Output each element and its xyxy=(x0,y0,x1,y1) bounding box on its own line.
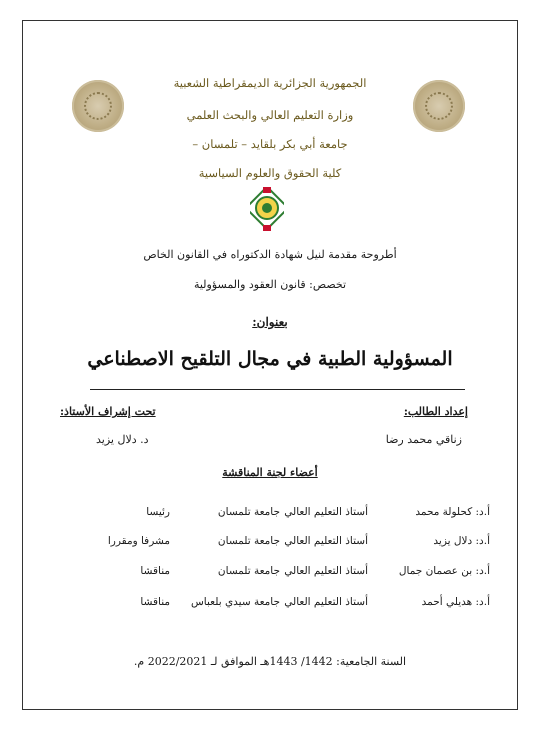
member-university: جامعة تلمسان xyxy=(217,506,280,518)
member-university: جامعة تلمسان xyxy=(217,535,280,547)
thesis-intro: أطروحة مقدمة لنيل شهادة الدكتوراه في القانون الخاص xyxy=(143,248,397,261)
university-emblem-icon xyxy=(250,187,284,231)
member-rank: أستاذ التعليم العالي xyxy=(284,596,368,608)
member-role: مناقشا xyxy=(140,565,170,577)
republic-name: الجمهورية الجزائرية الديمقراطية الشعبية xyxy=(173,76,367,90)
member-role: مشرفا ومقررا xyxy=(107,535,170,547)
member-name: أ.د: بن عصمان جمال xyxy=(398,565,490,577)
member-rank: أستاذ التعليم العالي xyxy=(284,565,368,577)
member-rank: أستاذ التعليم العالي xyxy=(284,506,368,518)
supervisor-label: تحت إشراف الأستاذ: xyxy=(60,405,156,418)
member-role: مناقشا xyxy=(140,596,170,608)
title-divider xyxy=(90,389,465,390)
member-role: رئيسا xyxy=(146,506,170,518)
committee-label: أعضاء لجنة المناقشة xyxy=(222,466,318,479)
title-label: بعنوان: xyxy=(252,315,288,329)
thesis-specialty: تخصص: قانون العقود والمسؤولية xyxy=(193,278,347,291)
member-name: أ.د: دلال يزيد xyxy=(433,535,490,547)
member-university: جامعة سيدي بلعباس xyxy=(190,596,280,608)
student-name: زناقي محمد رضا xyxy=(385,433,462,446)
academic-year: السنة الجامعية: 1442/ 1443هـ الموافق لـ 2022/2021 م. xyxy=(133,655,407,668)
faculty-name: كلية الحقوق والعلوم السياسية xyxy=(198,166,342,180)
member-rank: أستاذ التعليم العالي xyxy=(284,535,368,547)
student-label: إعداد الطالب: xyxy=(403,405,468,418)
member-name: أ.د: هديلي أحمد xyxy=(421,596,490,608)
member-university: جامعة تلمسان xyxy=(217,565,280,577)
ministry-name: وزارة التعليم العالي والبحث العلمي xyxy=(186,108,354,122)
member-name: أ.د: كحلولة محمد xyxy=(415,506,490,518)
thesis-title: المسؤولية الطبية في مجال التلقيح الاصطناعي xyxy=(87,348,453,370)
university-name: جامعة أبي بكر بلقايد – تلمسان – xyxy=(192,137,348,151)
supervisor-name: د. دلال يزيد xyxy=(96,433,149,446)
